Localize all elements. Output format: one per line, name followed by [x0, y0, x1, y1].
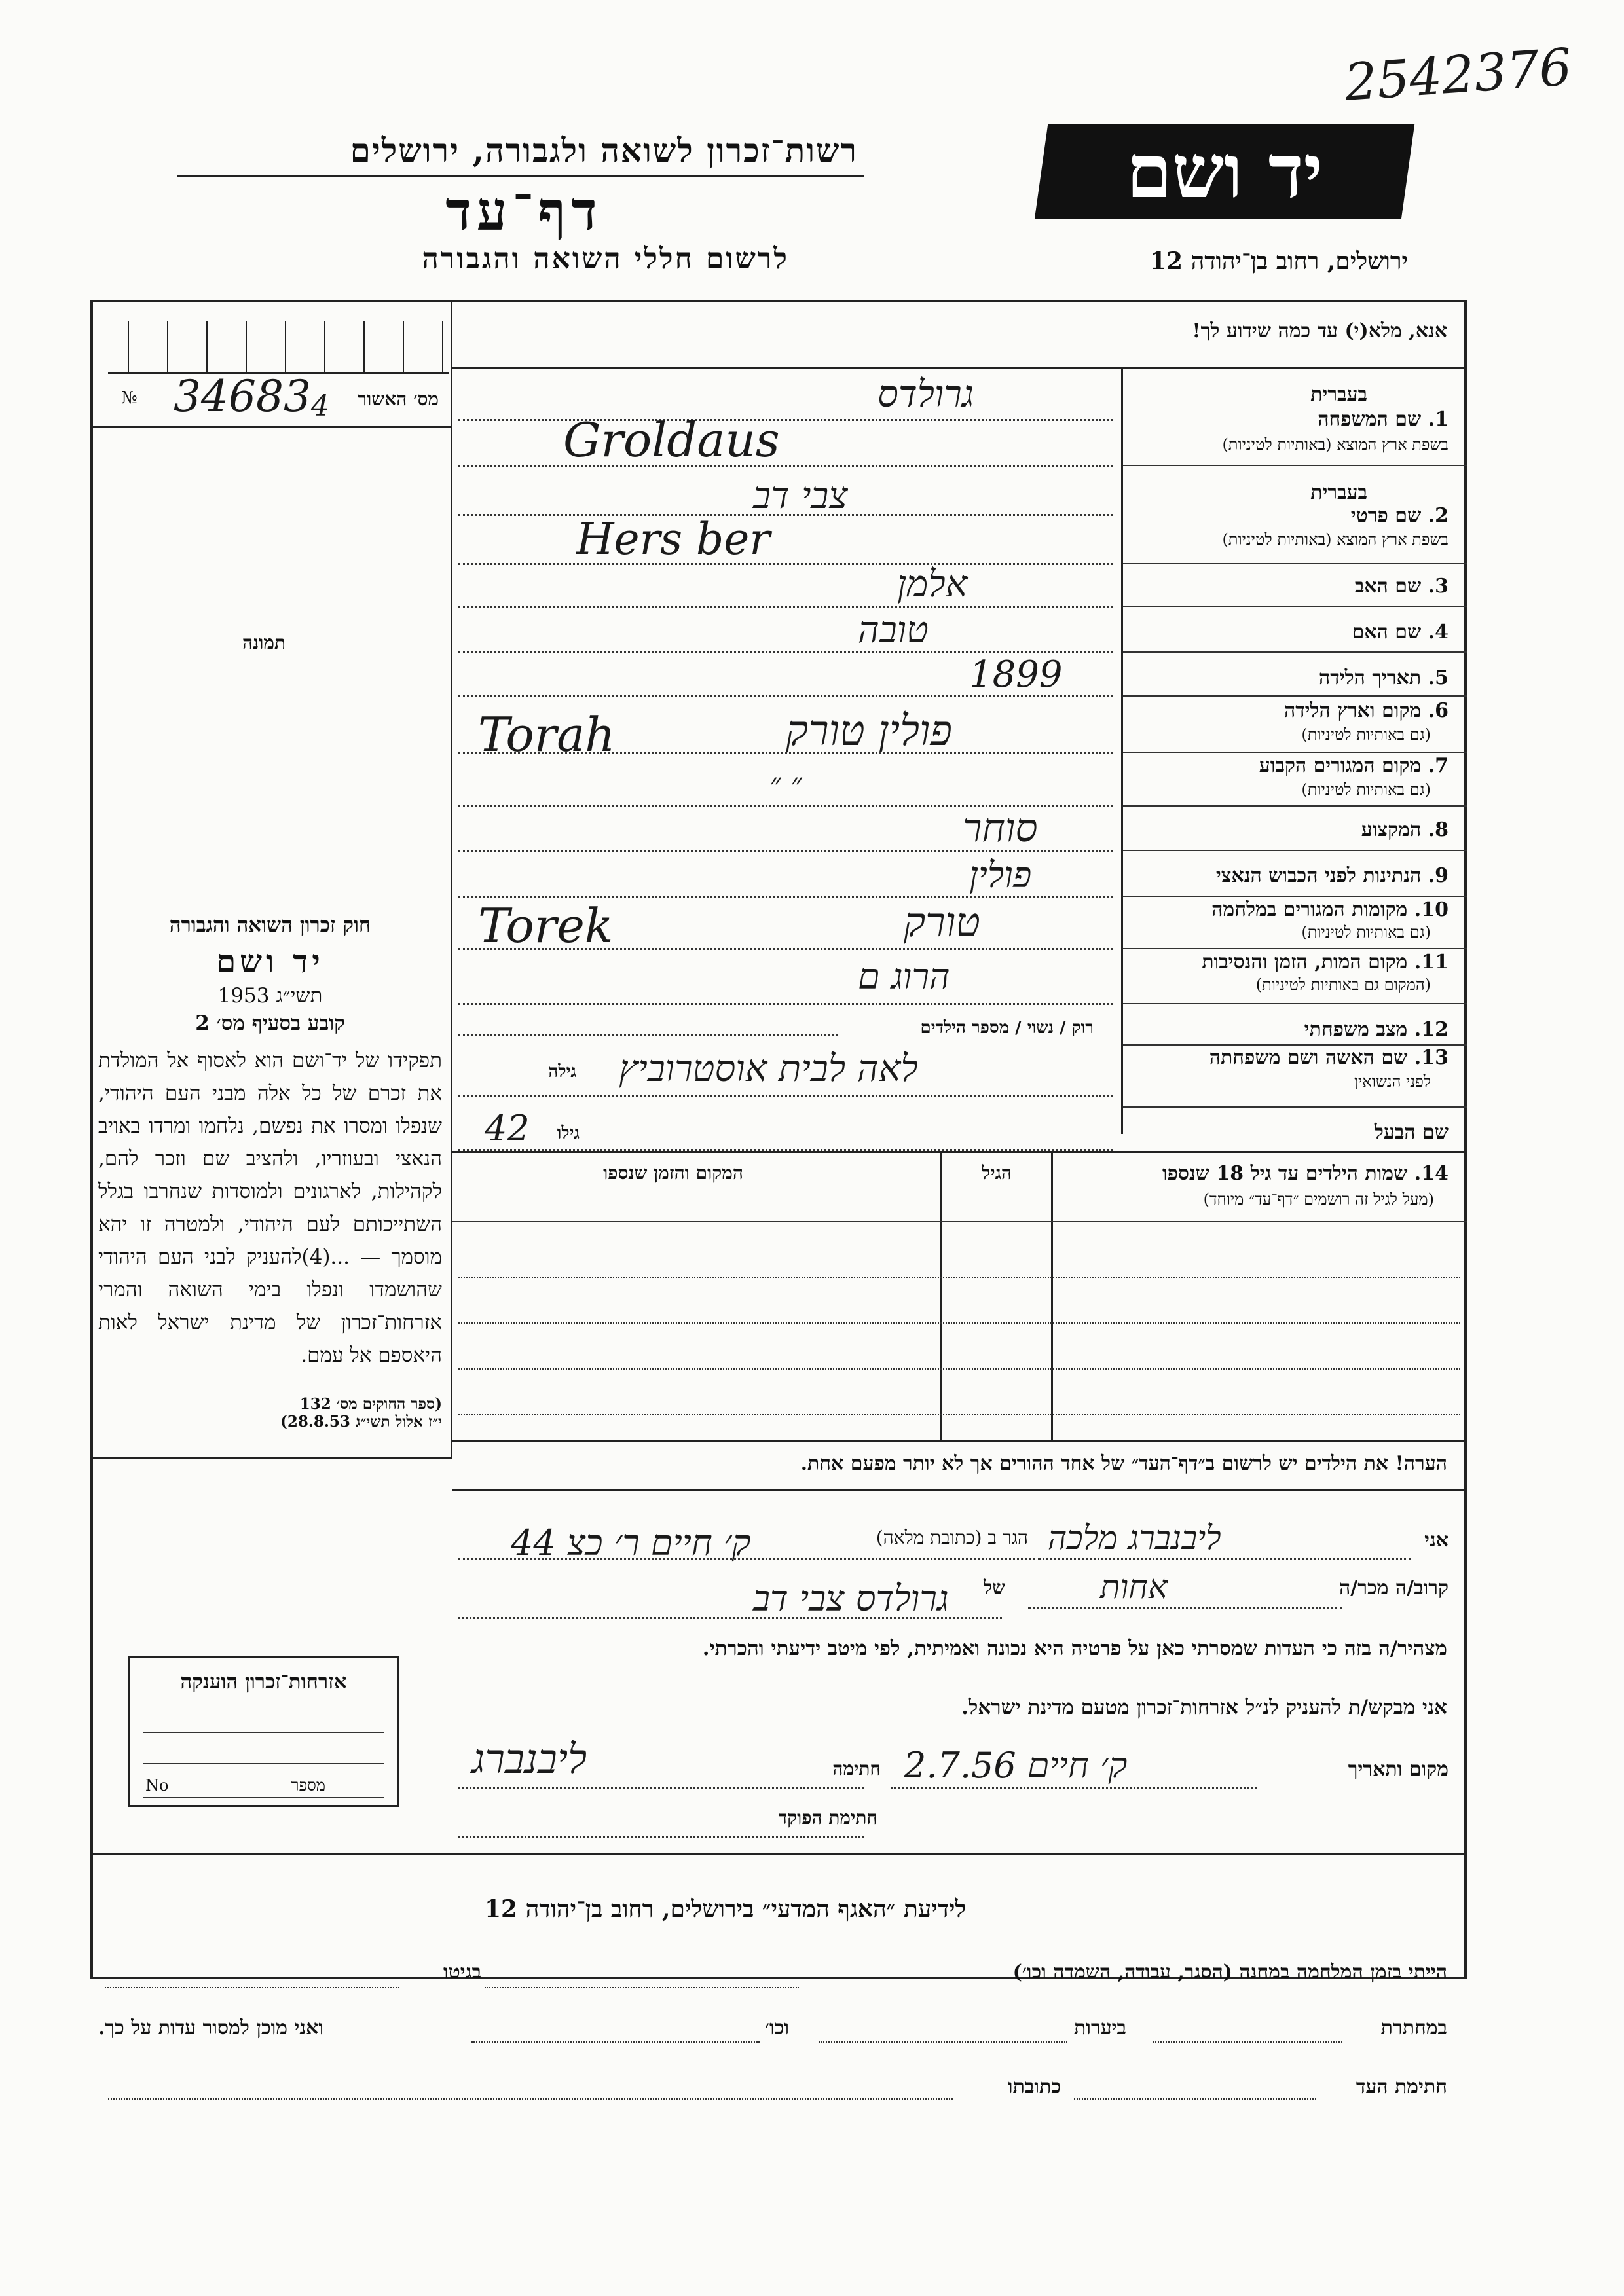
husband-age-label: גילו — [557, 1123, 580, 1143]
field-7-value: ״ ״ — [769, 766, 802, 801]
field-13-label: 13. שם האשה ושם משפחתה — [1209, 1046, 1449, 1069]
decl-statement: מצהיר/ה בזה כי העדות שמסרתי כאן על פרטיה היא נכונה ואמיתית, לפי מיטב ידיעתי והכרתי. — [702, 1637, 1447, 1660]
field-1-lang: בעברית — [1310, 383, 1367, 406]
law-source: (ספר החוקים מס׳ 132 — [299, 1395, 442, 1413]
field-10-label: 10. מקומות המגורים במלחמה — [1211, 898, 1449, 921]
field-13-value: לאה לבית אוסטרוביץ — [619, 1048, 918, 1090]
field-13-sub: לפני הנשואין — [1354, 1072, 1431, 1091]
left-col-divider — [451, 301, 452, 1457]
field-3-value: אלמן — [897, 563, 968, 606]
footer-line3-a: חתימת העד — [1356, 2075, 1447, 2098]
field-12-label: 12. מצב משפחתי — [1304, 1018, 1449, 1041]
field-6-value-latin: Torah — [478, 707, 616, 762]
approval-field: № 34683 4 מס׳ האשור — [121, 371, 439, 423]
law-year: תשי״ג 1953 — [217, 984, 323, 1008]
law-clause: קובע בסעיף מס׳ 2 — [195, 1011, 345, 1035]
archive-number: 2542376 — [1342, 37, 1574, 113]
field-2-origin: בשפת ארץ המוצא (באותיות לטיניות) — [1222, 530, 1449, 549]
field-11-label: 11. מקום המות, הזמן והנסיבות — [1202, 951, 1449, 974]
field-8-value: סוחר — [963, 805, 1038, 851]
label-divider — [1121, 368, 1123, 1134]
field-12-options: רוק / נשוי / מספר הילדים — [920, 1018, 1094, 1038]
husband-label: שם הבעל — [1374, 1121, 1449, 1144]
law-body: תפקידו של יד־ושם הוא לאסוף אל המולדת את זכרם של כל אלה מבני העם היהודי, שנפלו ומסרו את נפשם, נלחמו ומרדו באויב הנאצי ובעוזריו, ולהציב שם וזכר להם, לקהילות, לארגונים ולמוסדות שנחרבו בגלל השתייכותם לעם היהודי, ולמטרה זו יהא מוסמך — ...(4)להעניק לבני העם היהודי שהושמדו ונפלו בימי השואה והמרי אזרחות־זכרון של מדינת ישראל לאות היאספם אל עמם. — [98, 1049, 442, 1367]
decl-resides-label: הגר ב (כתובת מלאה) — [876, 1527, 1028, 1548]
decl-signature-value: ליבנברג — [471, 1735, 587, 1783]
field-8-label: 8. המקצוע — [1361, 818, 1449, 841]
field-4-value: טובה — [858, 609, 929, 651]
field-6-sub: (גם באותיות לטיניות) — [1301, 725, 1431, 744]
children-sub: (מעל לגיל זה רושמים ״דף־עד״ מיוחד) — [1203, 1190, 1434, 1209]
decl-request: אני מבקש/ת להעניק לנ״ל אזרחות־זכרון מטעם מדינת ישראל. — [961, 1696, 1447, 1719]
decl-relation-label: קרוב/ה מכר/ה — [1339, 1576, 1449, 1599]
form-intro: אנא, מלא(י) עד כמה שידוע לך! — [1192, 319, 1447, 342]
field-4-label: 4. שם האם — [1352, 621, 1449, 644]
field-10-value-latin: Torek — [478, 898, 614, 953]
field-11-value: הרוג ם — [858, 956, 950, 997]
form-subtitle: לרשום חללי השואה והגבורה — [422, 242, 789, 276]
footer-line2-c: וכו׳ — [765, 2016, 789, 2039]
comb-boxes — [108, 321, 449, 373]
decl-of-value: גרולדס צבי דב — [753, 1578, 949, 1619]
field-3-label: 3. שם האב — [1354, 575, 1449, 598]
field-1-value-he: גרולדס — [877, 373, 974, 416]
certificate-box — [128, 1656, 399, 1807]
form-title: דף־עד — [445, 180, 602, 243]
footer-line2-b: ביערות — [1073, 2016, 1126, 2039]
certificate-number-prefix: No — [145, 1776, 169, 1795]
field-6-value-he: פולין טורק — [786, 707, 952, 756]
approval-suffix: 4 — [311, 390, 329, 423]
org-line: רשות־זכרון לשואה ולגבורה, ירושלים — [350, 131, 858, 170]
header-address: ירושלים, רחוב בן־יהודה 12 — [1149, 247, 1408, 275]
field-11-sub: (המקום גם באותיות לטיניות) — [1255, 975, 1431, 994]
field-2-label: 2. שם פרטי — [1350, 504, 1449, 527]
field-10-sub: (גם באותיות לטיניות) — [1301, 923, 1431, 941]
law-name: יד ושם — [216, 943, 324, 980]
field-1-value-latin: Groldaus — [563, 412, 780, 467]
yad-vashem-logo — [1035, 124, 1414, 219]
footer-line2-d: ואני מוכן למסור עדות על כך. — [98, 2016, 324, 2039]
decl-i-label: אני — [1424, 1529, 1449, 1552]
certificate-title: אזרחות־זכרון הוענקה — [180, 1670, 347, 1694]
decl-of-label: של — [984, 1576, 1005, 1598]
law-title: חוק זכרון השואה והגבורה — [169, 913, 371, 937]
approval-label: מס׳ האשור — [358, 388, 439, 410]
field-2-lang: בעברית — [1310, 481, 1367, 504]
footer-line2-a: במחתרת — [1380, 2016, 1447, 2039]
decl-place-date-value: ק׳ חיים 2.7.56 — [904, 1745, 1128, 1786]
children-age-col: הגיל — [982, 1162, 1012, 1184]
field-9-value: פולין — [969, 854, 1032, 896]
field-1-label: 1. שם המשפחה — [1318, 408, 1449, 431]
field-7-sub: (גם באותיות לטיניות) — [1301, 780, 1431, 799]
children-label: 14. שמות הילדים עד גיל 18 שנספו — [1162, 1162, 1449, 1185]
law-text — [98, 913, 442, 1430]
decl-officer-label: חתימת הפוקד — [778, 1807, 877, 1829]
footer-title: לידיעת ״האגף המדעי״ בירושלים, רחוב בן־יהודה 12 — [485, 1895, 967, 1923]
field-6-label: 6. מקום וארץ הלידה — [1283, 699, 1449, 722]
children-note: הערה! את הילדים יש לרשום ב״דף־העד״ של אחד ההורים אך לא יותר מפעם אחת. — [800, 1452, 1447, 1475]
footer-line3-b: כתובתו — [1007, 2075, 1061, 2098]
decl-address-value: ק׳ חיים ר׳ כצ 44 — [511, 1522, 751, 1563]
decl-i-value: ליבנברג מלכה — [1048, 1519, 1221, 1557]
approval-number: 34683 — [174, 371, 311, 422]
footer-line1-b: בגיטו — [443, 1961, 481, 1984]
field-13-age-label: גילה — [548, 1062, 576, 1082]
photo-label: תמונה — [242, 632, 286, 653]
logo-text: יד ושם — [1126, 129, 1323, 215]
field-2-value-he: צבי דב — [753, 475, 848, 517]
decl-place-date-label: מקום ותאריך — [1348, 1758, 1449, 1781]
field-2-value-latin: Hers ber — [576, 514, 770, 564]
law-source-date: י״ז אלול תשי״ג 28.8.53) — [280, 1413, 442, 1430]
husband-age-value: 42 — [485, 1108, 530, 1149]
field-5-value: 1899 — [969, 653, 1063, 696]
certificate-number-label: מספר — [291, 1776, 325, 1795]
decl-signature-label: חתימה — [832, 1758, 881, 1779]
field-9-label: 9. הנתינות לפני הכבוש הנאצי — [1215, 864, 1449, 887]
org-underline — [177, 175, 864, 177]
field-10-value-he: טורק — [904, 898, 980, 946]
field-7-label: 7. מקום המגורים הקבוע — [1259, 754, 1449, 777]
decl-relation-value: אחות — [1100, 1568, 1168, 1606]
field-5-label: 5. תאריך הלידה — [1319, 666, 1449, 689]
field-1-origin: בשפת ארץ המוצא (באותיות לטיניות) — [1222, 435, 1449, 454]
footer-line1-a: הייתי בזמן המלחמה במחנה (הסגר, עבודה, השמדה וכו׳) — [1012, 1961, 1447, 1984]
children-place-col: המקום והזמן שנספו — [603, 1162, 743, 1184]
